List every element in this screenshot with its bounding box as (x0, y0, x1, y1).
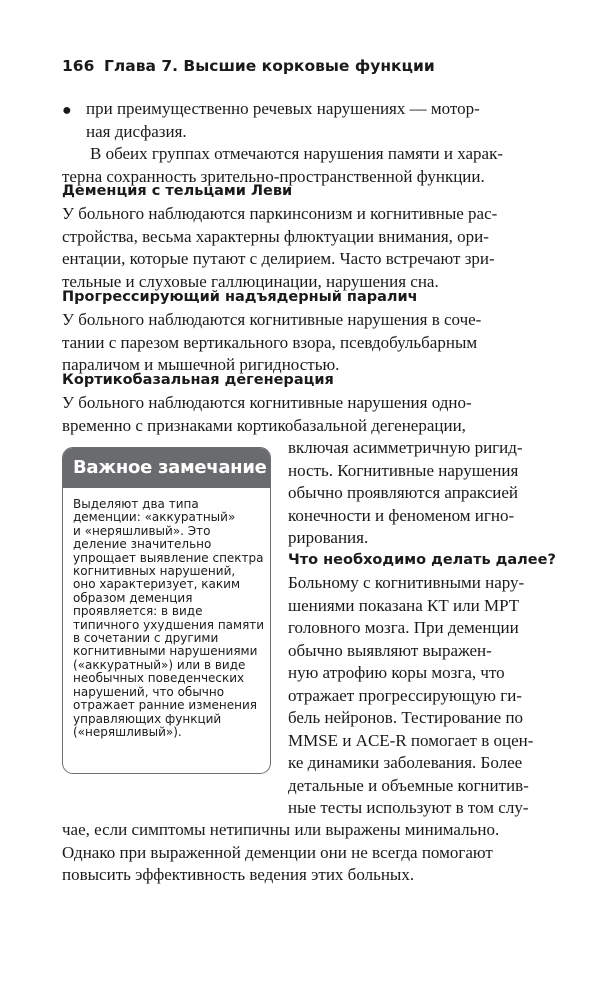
heading-next-steps: Что необходимо делать далее? (288, 552, 556, 568)
note-text: Выделяют два типа деменции: «аккуратный» и «неряшливый». Это деление значительно упрощает выявление спектра когнитивных нарушений, оно характеризует, каким образом деменция проявляется: в виде типичного ухудшения памяти в сочетании с другими когнитивными нарушениями («аккуратный») или в виде необычных поведенческих нарушений, что обычно отражает ранние изменения управляющих функций («неряшливый»). (73, 497, 265, 739)
paragraph-psp: У больного наблюдаются когнитивные нарушения в соче- тании с парезом вертикального взора, псевдобульбарным параличом и мышечной ригидностью. (62, 310, 482, 374)
paragraph-next-steps-full: чае, если симптомы нетипичны или выражены минимально. Однако при выраженной деменции они не всегда помогают повысить эффективность ведения этих больных. (62, 820, 500, 884)
paragraph-cbd: У больного наблюдаются когнитивные нарушения одно- временно с признаками кортикобазальной дегенерации, (62, 393, 472, 435)
running-header (62, 56, 562, 76)
paragraph-lewy-body: У больного наблюдаются паркинсонизм и когнитивные рас- стройства, весьма характерны флюктуации внимания, ори- ентации, которые путают с делирием. Часто встречают зри- тельные и слуховые галлюцинации, нарушения сна. (62, 204, 498, 291)
heading-psp: Прогрессирующий надъядерный паралич (62, 289, 418, 305)
note-title: Важное замечание (63, 448, 270, 488)
page-number: 166 (62, 57, 95, 75)
heading-cbd: Кортикобазальная дегенерация (62, 372, 334, 388)
paragraph-both-groups: В обеих группах отмечаются нарушения памяти и харак- терна сохранность зрительно-пространственной функции. (62, 144, 504, 186)
chapter-title: Глава 7. Высшие корковые функции (104, 57, 435, 75)
paragraph-cbd-continued: включая асимметричную ригид- ность. Когнитивные нарушения обычно проявляются апраксией конечности и феноменом игно- рирования. (288, 438, 523, 547)
bullet-icon: ● (62, 102, 72, 119)
paragraph-next-steps-wrapped: Больному с когнитивными нару- шениями показана КТ или МРТ головного мозга. При деменции обычно выявляют выражен- ную атрофию коры мозга, что отражает прогрессирующую ги- бель нейронов. Тестирование по MMSE и ACE-R помогает в оцен- ке динамики заболевания. Более детальные и объемные когнитив- ные тесты используют в том слу- (288, 573, 534, 817)
heading-lewy-body: Деменция с тельцами Леви (62, 183, 293, 199)
bullet-text: при преимущественно речевых нарушениях — мотор- ная дисфазия. (86, 99, 480, 141)
important-note-box (62, 447, 271, 774)
